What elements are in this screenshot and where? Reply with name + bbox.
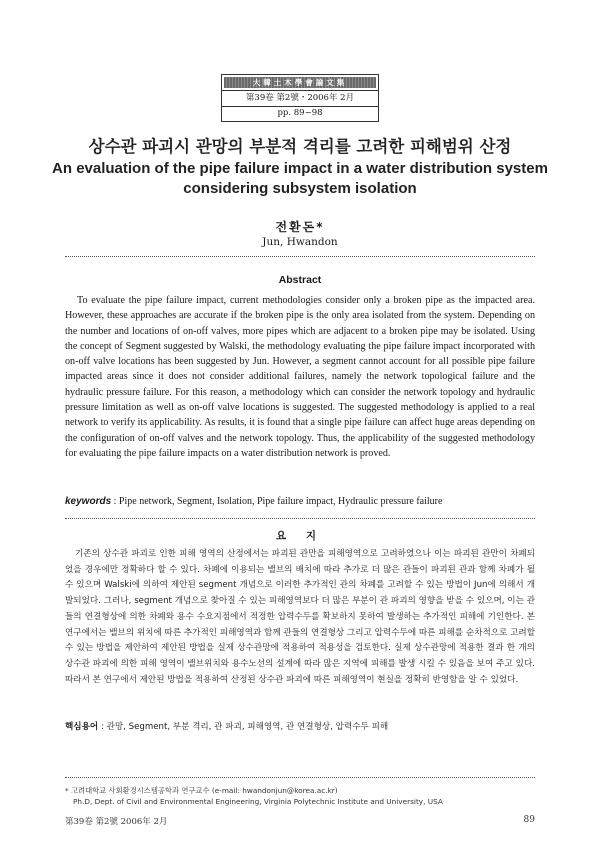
keywords-label: keywords bbox=[65, 496, 112, 507]
divider bbox=[65, 256, 535, 257]
journal-name-banner: 大韓土木學會論文集 bbox=[224, 77, 376, 88]
keywords-text: : Pipe network, Segment, Isolation, Pipe failure impact, Hydraulic pressure failure bbox=[111, 496, 443, 507]
abstract-body: To evaluate the pipe failure impact, current methodologies consider only a broken pipe as the impacted area. However, these approaches are accurate if the broken pipe is the only area isolated from the system. Depending on the number and locations of on-off valves, more pipes which are adjacent to a broken pipe may be isolated. Using the concept of Segment suggested by Walski, the methodology evaluating the pipe failure impact incorporated with on-off valve locations has been suggested by Jun. However, a segment cannot account for all possible pipe failure impacted areas since it does not consider additional failures, namely the network topological failure and the hydraulic pressure failure. For this reason, a methodology which can consider the network topology and hydraulic pressure limitation as well as on-off valve locations is suggested. The suggested methodology is applied to a real network to verify its applicability. As results, it is found that a single pipe failure can affect huge areas depending on the configuration of on-off valves and the network topology. Thus, the applicability of the suggested methodology for evaluating the pipe failure impacts on a water distribution network is proved. bbox=[65, 295, 535, 459]
author-korean: 전환돈* bbox=[275, 220, 325, 234]
footnote-affiliation-en: Ph.D, Dept. of Civil and Environmental Engineering, Virginia Polytechnic Institute and University, USA bbox=[73, 797, 443, 806]
author-footnote bbox=[65, 785, 545, 807]
title-english-line-2: considering subsystem isolation bbox=[183, 180, 417, 197]
summary-heading: 요 지 bbox=[276, 530, 324, 542]
footnote-affiliation-ko: * 고려대학교 사회환경시스템공학과 연구교수 (e-mail: hwandonjun@korea.ac.kr) bbox=[65, 786, 338, 795]
footer-journal-issue: 第39卷 第2號 2006年 2月 bbox=[65, 817, 168, 827]
keywords-line bbox=[65, 496, 545, 507]
title-korean: 상수관 파괴시 관망의 부분적 격리를 고려한 피해범위 산정 bbox=[88, 137, 512, 156]
title-english-line-1: An evaluation of the pipe failure impact in a water distribution system bbox=[52, 160, 548, 177]
core-words-text: : 관망, Segment, 부분 격리, 관 파괴, 피해영역, 관 연결형상, 압력수두 피해 bbox=[98, 722, 389, 732]
journal-pages: pp. 89~98 bbox=[277, 108, 323, 118]
core-words-label: 핵심용어 bbox=[65, 722, 99, 732]
page-number: 89 bbox=[523, 815, 535, 825]
abstract-heading: Abstract bbox=[278, 274, 322, 286]
summary-body: 기존의 상수관 파괴로 인한 피해 영역의 산정에서는 파괴된 관만을 피해영역으로 고려하였으나 이는 파괴된 관만이 차폐되었을 경우에만 정확하다 할 수 있다. 차폐에 이용되는 밸브의 배치에 따라 추가로 더 많은 관들이 파괴된 관과 함께 차폐가 될 수 있으며 Walski에 의하여 제안된 segment 개념으로 이러한 추가적인 관의 차폐를 고려할 수 있는 방법이 Jun에 의해서 개발되었다. 그러나, segment 개념으로 찾아질 수 있는 피해영역보다 더 많은 부분이 관 파괴의 영향을 받을 수 있으며, 이는 관들의 연결형상에 의한 차폐와 용수 수요지점에서 적정한 압력수두를 확보하지 못하여 발생하는 추가적인 피해에 기인한다. 본 연구에서는 밸브의 위치에 따른 추가적인 피해영역과 함께 관들의 연결형상 그리고 압력수두에 따른 피해를 순차적으로 고려할 수 있는 방법을 제안하여 제안된 방법을 실제 상수관망에 적용하여 적용성을 검토한다. 실제 상수관망에 적용한 결과 한 개의 상수관 파괴에 의한 피해 영역이 밸브위치와 용수노선의 설계에 따라 많은 지역에 피해를 발생 시킬 수 있음을 보여 주고 있다. 따라서 본 연구에서 제안된 방법을 적용하여 산정된 상수관 파괴에 따른 피해영역이 현실을 정확히 반영함을 알 수 있었다. bbox=[65, 549, 535, 685]
divider bbox=[65, 518, 535, 519]
author-english: Jun, Hwandon bbox=[262, 236, 338, 248]
core-words-line bbox=[65, 720, 545, 732]
journal-volume: 第39卷 第2號・2006年 2月 bbox=[222, 90, 378, 107]
journal-info-box bbox=[221, 74, 379, 122]
divider bbox=[65, 777, 535, 778]
